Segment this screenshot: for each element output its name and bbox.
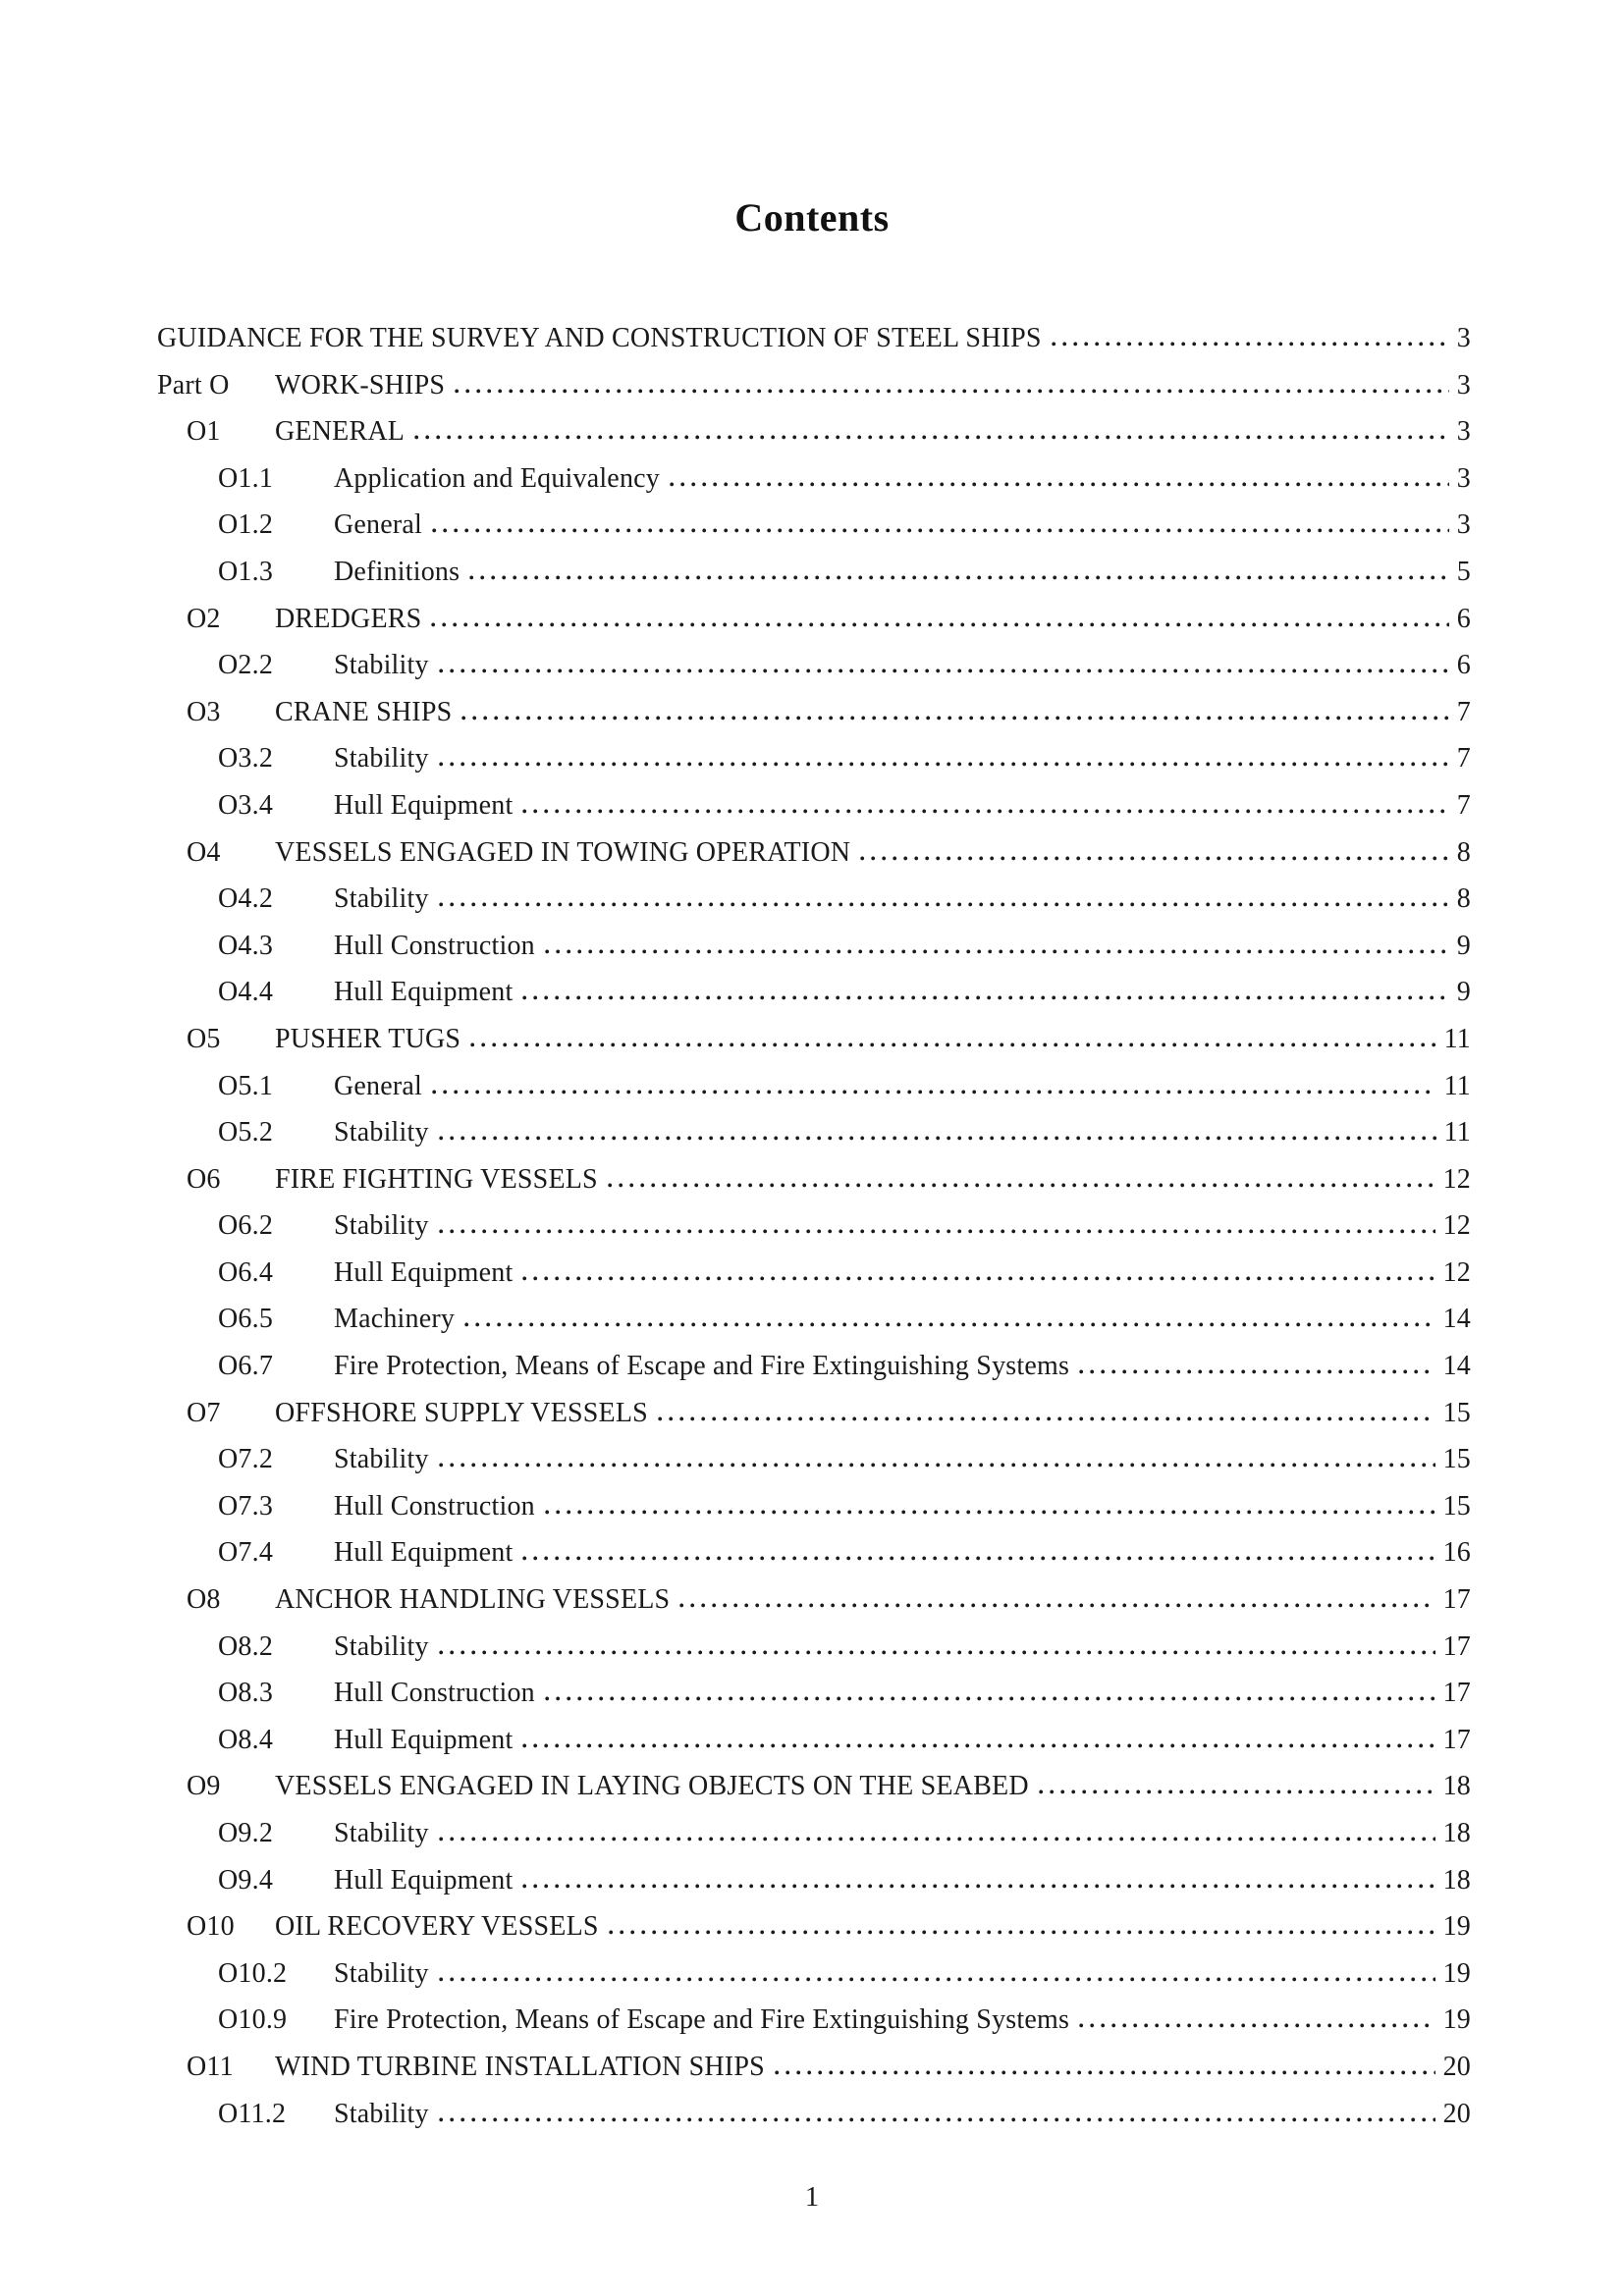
toc-entry-page: 14 [1442, 1304, 1471, 1335]
toc-entry-title: Hull Equipment [334, 789, 514, 821]
dot-leader [775, 2070, 1435, 2075]
dot-leader [545, 1510, 1435, 1515]
toc-entry[interactable] [157, 1950, 1471, 1998]
toc-entry-page: 6 [1456, 603, 1471, 634]
toc-entry-page: 5 [1456, 556, 1471, 587]
toc-entry[interactable] [157, 1624, 1471, 1671]
toc-entry-number: O4 [187, 836, 221, 868]
toc-entry-title: DREDGERS [275, 603, 422, 634]
toc-entry-page: 20 [1442, 2098, 1471, 2129]
dot-leader [455, 389, 1449, 394]
toc-entry-title: Hull Equipment [334, 977, 514, 1008]
dot-leader [522, 1743, 1435, 1748]
toc-entry[interactable] [157, 1250, 1471, 1297]
dot-leader [439, 1463, 1435, 1468]
toc-entry-page: 7 [1456, 789, 1471, 821]
dot-leader [679, 1603, 1435, 1608]
toc-entry[interactable] [157, 1436, 1471, 1483]
dot-leader [522, 995, 1448, 1000]
toc-entry-number: O4.4 [218, 977, 274, 1008]
toc-entry[interactable] [157, 689, 1471, 736]
dot-leader [439, 668, 1449, 673]
toc-entry[interactable] [157, 1529, 1471, 1576]
dot-leader [469, 575, 1449, 580]
toc-entry-page: 17 [1442, 1724, 1471, 1755]
toc-entry[interactable] [157, 829, 1471, 877]
toc-entry-title: OIL RECOVERY VESSELS [275, 1911, 599, 1943]
toc-entry-number: O10.9 [218, 2004, 288, 2036]
toc-entry-title: Stability [334, 1117, 429, 1148]
toc-entry[interactable] [157, 1810, 1471, 1857]
toc-entry-page: 3 [1456, 509, 1471, 541]
toc-entry-title: General [334, 509, 423, 541]
toc-entry-title: General [334, 1070, 423, 1101]
toc-entry-title: Application and Equivalency [334, 462, 660, 494]
dot-leader [439, 1136, 1436, 1141]
toc-entry-title: CRANE SHIPS [275, 696, 453, 727]
toc-entry[interactable] [157, 1296, 1471, 1343]
toc-entry-title: Hull Equipment [334, 1537, 514, 1569]
toc-entry-title: ANCHOR HANDLING VESSELS [275, 1584, 671, 1616]
toc-entry-page: 9 [1456, 977, 1471, 1008]
dot-leader [545, 1696, 1435, 1701]
toc-entry-number: Part O [157, 369, 230, 400]
toc-entry-page: 11 [1443, 1070, 1471, 1101]
toc-entry-number: O4.2 [218, 883, 274, 915]
footer-page-number: 1 [804, 2181, 820, 2213]
dot-leader [439, 1650, 1435, 1655]
toc-entry-title: OFFSHORE SUPPLY VESSELS [275, 1397, 648, 1428]
toc-entry-title: WORK-SHIPS [275, 369, 446, 400]
toc-entry-number: O11 [187, 2051, 234, 2082]
toc-entry[interactable] [157, 596, 1471, 643]
toc-entry-page: 3 [1456, 416, 1471, 448]
toc-entry-page: 7 [1456, 743, 1471, 774]
toc-entry-title: Fire Protection, Means of Escape and Fire Extinguishing Systems [334, 2004, 1070, 2036]
toc-entry-number: O5.1 [218, 1070, 274, 1101]
toc-entry-page: 17 [1442, 1584, 1471, 1616]
toc-entry-title: Hull Equipment [334, 1724, 514, 1755]
toc-entry-page: 3 [1456, 323, 1471, 353]
toc-entry-page: 8 [1456, 836, 1471, 868]
dot-leader [545, 949, 1449, 954]
toc-entry-title: Stability [334, 650, 429, 681]
toc-entry-number: O7.3 [218, 1490, 274, 1522]
table-of-contents [157, 315, 1471, 2137]
toc-entry-page: 15 [1442, 1397, 1471, 1428]
toc-entry-number: O1 [187, 416, 221, 448]
toc-entry-number: O7.4 [218, 1537, 274, 1569]
toc-entry-number: O6 [187, 1163, 221, 1195]
toc-entry-page: 17 [1442, 1678, 1471, 1709]
toc-entry-number: O8.3 [218, 1678, 274, 1709]
toc-entry[interactable] [157, 923, 1471, 970]
toc-entry-page: 14 [1442, 1351, 1471, 1382]
dot-leader [432, 528, 1449, 533]
toc-entry-title: Stability [334, 1210, 429, 1242]
dot-leader [860, 856, 1449, 861]
dot-leader [609, 1930, 1435, 1935]
dot-leader [1079, 2023, 1435, 2028]
toc-entry-title: GUIDANCE FOR THE SURVEY AND CONSTRUCTION OF STEEL SHIPS [157, 323, 1042, 353]
toc-entry[interactable] [157, 1670, 1471, 1717]
toc-entry-page: 19 [1442, 1957, 1471, 1989]
toc-entry-number: O10.2 [218, 1957, 288, 1989]
dot-leader [658, 1416, 1435, 1421]
toc-entry[interactable] [157, 502, 1471, 549]
toc-entry[interactable] [157, 1576, 1471, 1624]
toc-entry-title: Hull Construction [334, 930, 535, 961]
toc-entry-number: O1.3 [218, 556, 274, 587]
dot-leader [1079, 1369, 1435, 1374]
toc-entry-page: 16 [1442, 1537, 1471, 1569]
toc-entry[interactable] [157, 1390, 1471, 1437]
toc-entry-title: Definitions [334, 556, 460, 587]
toc-entry[interactable] [157, 735, 1471, 782]
toc-entry-page: 18 [1442, 1771, 1471, 1802]
toc-entry-title: Hull Construction [334, 1678, 535, 1709]
dot-leader [470, 1042, 1435, 1047]
toc-entry-page: 11 [1443, 1023, 1471, 1054]
toc-entry[interactable] [157, 1202, 1471, 1250]
toc-entry-page: 8 [1456, 883, 1471, 915]
toc-entry-title: VESSELS ENGAGED IN LAYING OBJECTS ON THE SEABED [275, 1771, 1029, 1802]
dot-leader [670, 482, 1449, 487]
dot-leader [1039, 1789, 1435, 1794]
dot-leader [431, 622, 1448, 627]
dot-leader [522, 1884, 1435, 1889]
toc-entry[interactable] [157, 1109, 1471, 1156]
toc-entry-title: WIND TURBINE INSTALLATION SHIPS [275, 2051, 765, 2082]
toc-entry-page: 7 [1456, 696, 1471, 727]
dot-leader [1052, 342, 1449, 347]
toc-entry-title: Stability [334, 743, 429, 774]
toc-entry-title: Hull Equipment [334, 1256, 514, 1288]
toc-entry-title: Stability [334, 1444, 429, 1475]
toc-entry-page: 15 [1442, 1490, 1471, 1522]
toc-entry-page: 18 [1442, 1864, 1471, 1896]
toc-entry-number: O7 [187, 1397, 221, 1428]
dot-leader [432, 1090, 1436, 1095]
dot-leader [439, 2117, 1435, 2122]
toc-entry[interactable] [157, 2044, 1471, 2091]
toc-entry-number: O3 [187, 696, 221, 727]
toc-entry-page: 9 [1456, 930, 1471, 961]
toc-entry-page: 20 [1442, 2051, 1471, 2082]
toc-entry-page: 12 [1442, 1210, 1471, 1242]
toc-entry-title: Fire Protection, Means of Escape and Fire Extinguishing Systems [334, 1351, 1070, 1382]
dot-leader [522, 1556, 1435, 1561]
dot-leader [439, 902, 1449, 907]
toc-entry-number: O2.2 [218, 650, 274, 681]
toc-entry-number: O1.1 [218, 462, 274, 494]
toc-entry[interactable] [157, 1763, 1471, 1810]
toc-entry[interactable] [157, 2091, 1471, 2138]
toc-entry-page: 3 [1456, 369, 1471, 400]
toc-entry-number: O6.7 [218, 1351, 274, 1382]
toc-entry-number: O8 [187, 1584, 221, 1616]
toc-entry-number: O3.4 [218, 789, 274, 821]
toc-entry-page: 3 [1456, 462, 1471, 494]
toc-entry[interactable] [157, 455, 1471, 503]
toc-entry-page: 11 [1443, 1117, 1471, 1148]
toc-entry-number: O11.2 [218, 2098, 287, 2129]
toc-entry[interactable] [157, 1903, 1471, 1950]
toc-entry[interactable] [157, 1717, 1471, 1764]
toc-entry-number: O6.4 [218, 1256, 274, 1288]
toc-entry-page: 17 [1442, 1630, 1471, 1662]
toc-entry-number: O3.2 [218, 743, 274, 774]
dot-leader [461, 716, 1448, 721]
toc-entry[interactable] [157, 782, 1471, 829]
toc-entry-title: Stability [334, 883, 429, 915]
toc-entry-number: O5.2 [218, 1117, 274, 1148]
toc-entry-title: FIRE FIGHTING VESSELS [275, 1163, 598, 1195]
toc-entry[interactable] [157, 876, 1471, 923]
toc-entry[interactable] [157, 969, 1471, 1016]
toc-entry[interactable] [157, 1156, 1471, 1203]
toc-entry[interactable] [157, 1063, 1471, 1110]
dot-leader [522, 809, 1448, 814]
toc-entry[interactable] [157, 642, 1471, 689]
toc-entry-title: Machinery [334, 1304, 456, 1335]
toc-entry[interactable] [157, 408, 1471, 455]
toc-entry-page: 6 [1456, 650, 1471, 681]
toc-entry-number: O7.2 [218, 1444, 274, 1475]
toc-entry-number: O2 [187, 603, 221, 634]
page-title: Contents [734, 195, 890, 240]
toc-entry[interactable] [157, 1343, 1471, 1390]
toc-entry[interactable] [157, 315, 1471, 362]
dot-leader [439, 1837, 1435, 1842]
dot-leader [414, 435, 1449, 440]
toc-entry-number: O1.2 [218, 509, 274, 541]
toc-entry-number: O10 [187, 1911, 235, 1943]
toc-entry-title: Stability [334, 2098, 429, 2129]
toc-entry-title: Hull Construction [334, 1490, 535, 1522]
toc-entry[interactable] [157, 1857, 1471, 1904]
toc-entry-number: O8.4 [218, 1724, 274, 1755]
toc-entry-number: O6.2 [218, 1210, 274, 1242]
toc-entry-page: 18 [1442, 1818, 1471, 1848]
toc-entry-page: 12 [1442, 1256, 1471, 1288]
toc-entry-number: O4.3 [218, 930, 274, 961]
toc-entry-number: O9 [187, 1771, 221, 1802]
toc-entry-title: Hull Equipment [334, 1864, 514, 1896]
toc-entry-number: O5 [187, 1023, 221, 1054]
toc-entry-number: O6.5 [218, 1304, 274, 1335]
toc-entry[interactable] [157, 549, 1471, 596]
dot-leader [439, 762, 1449, 767]
dot-leader [464, 1322, 1435, 1327]
dot-leader [439, 1229, 1435, 1234]
toc-entry[interactable] [157, 1997, 1471, 2044]
toc-entry-title: VESSELS ENGAGED IN TOWING OPERATION [275, 836, 851, 868]
toc-entry-page: 15 [1442, 1444, 1471, 1475]
toc-entry-page: 19 [1442, 1911, 1471, 1943]
dot-leader [439, 1977, 1435, 1982]
toc-entry-page: 19 [1442, 2004, 1471, 2036]
toc-entry-number: O9.4 [218, 1864, 274, 1896]
toc-entry-title: Stability [334, 1957, 429, 1989]
toc-entry[interactable] [157, 1016, 1471, 1063]
toc-entry-title: GENERAL [275, 416, 406, 448]
toc-entry-title: Stability [334, 1630, 429, 1662]
toc-entry[interactable] [157, 362, 1471, 409]
toc-entry-number: O8.2 [218, 1630, 274, 1662]
toc-entry-number: O9.2 [218, 1818, 274, 1848]
toc-entry-title: Stability [334, 1818, 429, 1848]
toc-entry[interactable] [157, 1483, 1471, 1530]
dot-leader [522, 1276, 1435, 1281]
toc-entry-title: PUSHER TUGS [275, 1023, 461, 1054]
dot-leader [608, 1183, 1435, 1188]
toc-entry-page: 12 [1442, 1163, 1471, 1195]
